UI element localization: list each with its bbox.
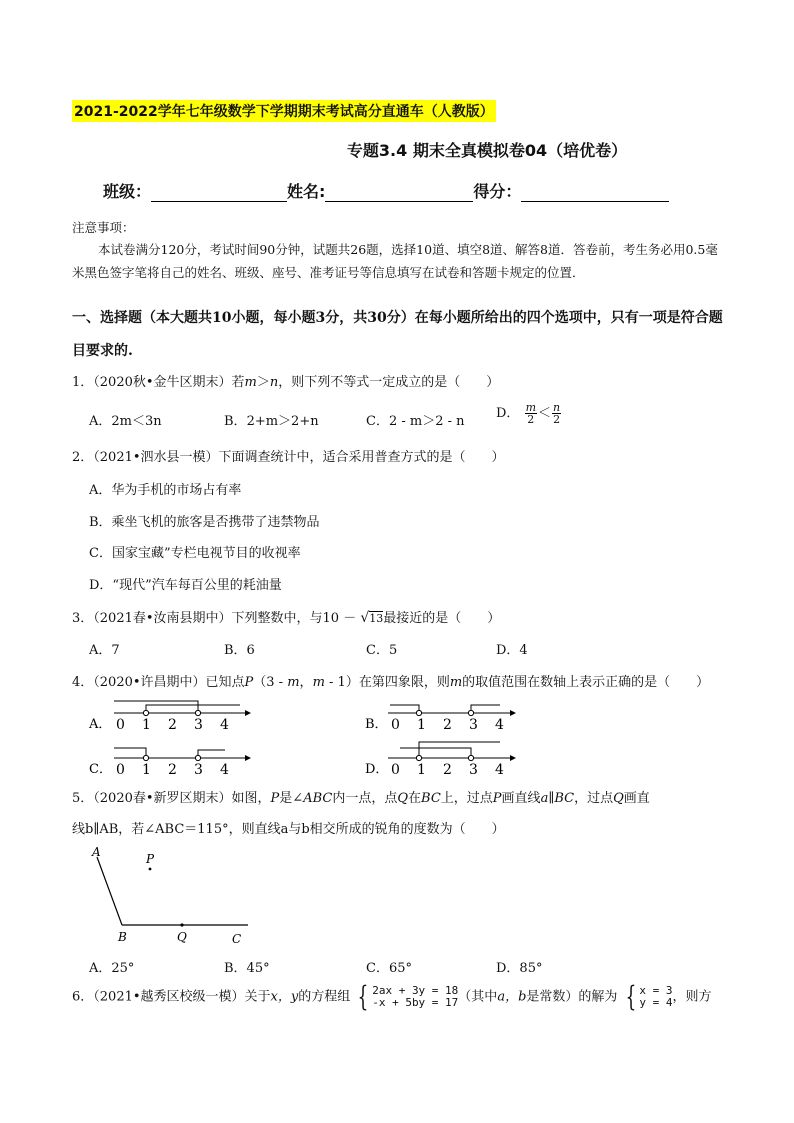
score-label: 得分： — [473, 182, 522, 201]
question-1-option-c[interactable]: C．2 - m＞2 - n — [366, 414, 465, 429]
question-4-stem: 4．（2020•许昌期中）已知点P（3 - m，m - 1）在第四象限，则m的取值范围在数轴上表示正确的是（ ） — [72, 675, 710, 690]
question-5-option-c[interactable]: C．65° — [366, 961, 412, 976]
question-1-option-d[interactable]: D． $\frac{m}{2}$ ＜ $\frac{n}{2}$ — [496, 401, 561, 426]
question-5-stem-line-2: 线b∥AB，若∠ABC＝115°，则直线a与b相交所成的锐角的度数为（ ） — [72, 822, 505, 837]
question-3-option-a[interactable]: A．7 — [89, 643, 120, 658]
svg-text:B．: B． — [365, 717, 388, 732]
svg-text:2: 2 — [443, 762, 452, 778]
question-4-option-a[interactable] — [88, 701, 251, 733]
question-2-stem: 2．（2021•泗水县一模）下面调查统计中，适合采用普查方式的是（ ） — [72, 450, 505, 465]
svg-text:A: A — [92, 845, 101, 859]
question-3-stem: 3．（2021春•汝南县期中）下列整数中，与10 － √13最接近的是（ ） — [72, 610, 501, 626]
question-5-option-d[interactable]: D．85° — [496, 961, 543, 976]
question-5-figure — [88, 843, 268, 948]
section-heading: 一、选择题（本大题共10小题，每小题3分，共30分）在每小题所给出的四个选项中，只有一项是符合题目要求的. — [72, 310, 723, 359]
svg-text:D．: D． — [365, 762, 389, 777]
svg-text:3: 3 — [469, 762, 478, 778]
brace-icon: { — [625, 980, 636, 1013]
name-field[interactable] — [325, 183, 473, 202]
question-1-option-b[interactable]: B．2+m＞2+n — [224, 414, 319, 429]
notes-body: 本试卷满分120分，考试时间90分钟，试题共26题，选择10道、填空8道、解答8道．答卷前，考生务必用0.5毫米黑色签字笔将自己的姓名、班级、座号、准考证号等信息填写在试卷和答题卡规定的位置． — [72, 242, 718, 280]
svg-text:C．: C． — [89, 762, 112, 777]
svg-text:0: 0 — [116, 717, 125, 733]
question-2-option-c[interactable]: C．国家宝藏”专栏电视节目的收视率 — [89, 546, 301, 561]
svg-text:2: 2 — [168, 717, 177, 733]
svg-text:B: B — [118, 930, 127, 944]
brace-icon: { — [357, 980, 369, 1013]
svg-text:4: 4 — [495, 717, 504, 733]
svg-text:4: 4 — [220, 717, 229, 733]
solution-system: { x = 3 y = 4 — [625, 980, 673, 1013]
svg-text:A．: A． — [89, 717, 112, 732]
question-4-option-c[interactable] — [89, 748, 251, 778]
question-1-stem: 1．（2020秋•金牛区期末）若m＞n，则下列不等式一定成立的是（ ） — [72, 375, 500, 390]
svg-text:0: 0 — [116, 762, 125, 778]
question-5-stem-line-1: 5．（2020春•新罗区期末）如图，P是∠ABC内一点，点Q在BC上，过点P画直线a∥BC，过点Q画直 — [72, 791, 650, 806]
point-q — [180, 923, 183, 926]
page-title: 专题3.4 期末全真模拟卷04（培优卷） — [346, 141, 628, 160]
question-5-option-a[interactable]: A．25° — [89, 961, 135, 976]
svg-text:4: 4 — [220, 762, 229, 778]
question-4-option-d[interactable] — [365, 742, 516, 778]
point-p — [149, 868, 152, 871]
name-label: 姓名: — [287, 182, 326, 201]
svg-text:1: 1 — [142, 717, 151, 733]
question-3-option-d[interactable]: D．4 — [496, 643, 528, 658]
svg-text:2: 2 — [168, 762, 177, 778]
question-4-option-b[interactable] — [365, 705, 516, 733]
notes-heading: 注意事项： — [72, 220, 135, 235]
class-field[interactable] — [151, 183, 287, 202]
question-2-option-a[interactable]: A．华为手机的市场占有率 — [89, 483, 242, 498]
question-6-stem: 6．（2021•越秀区校级一模）关于x，y的方程组 { 2ax + 3y = 18 -x + 5by = 17 （其中a，b是常数）的解为 { x = 3 y = 4 ，则方 — [72, 980, 712, 1013]
equation-system: { 2ax + 3y = 18 -x + 5by = 17 — [357, 980, 459, 1013]
exam-series-banner: 2021-2022学年七年级数学下学期期末考试高分直通车（人教版） — [72, 100, 496, 122]
question-3-option-c[interactable]: C．5 — [366, 643, 398, 658]
score-field[interactable] — [521, 183, 669, 202]
student-info-row — [103, 179, 669, 202]
question-3-option-b[interactable]: B．6 — [224, 643, 255, 658]
question-2-option-b[interactable]: B．乘坐飞机的旅客是否携带了违禁物品 — [89, 515, 320, 530]
svg-text:P: P — [146, 852, 155, 866]
question-4-number-lines — [80, 698, 540, 778]
svg-text:3: 3 — [194, 762, 203, 778]
svg-text:1: 1 — [417, 717, 426, 733]
svg-text:3: 3 — [194, 717, 203, 733]
svg-text:3: 3 — [469, 717, 478, 733]
svg-text:4: 4 — [495, 762, 504, 778]
question-5-option-b[interactable]: B．45° — [224, 961, 270, 976]
svg-text:Q: Q — [177, 930, 187, 944]
line-ba — [97, 857, 122, 925]
svg-text:2: 2 — [443, 717, 452, 733]
question-1-option-a[interactable]: A．2m＜3n — [89, 414, 162, 429]
question-2-option-d[interactable]: D．“现代”汽车每百公里的耗油量 — [89, 578, 282, 593]
svg-text:1: 1 — [142, 762, 151, 778]
svg-text:1: 1 — [417, 762, 426, 778]
sqrt-icon: √ — [360, 610, 370, 626]
svg-text:C: C — [232, 932, 242, 946]
svg-text:0: 0 — [391, 762, 400, 778]
svg-text:0: 0 — [391, 717, 400, 733]
class-label: 班级： — [103, 182, 152, 201]
